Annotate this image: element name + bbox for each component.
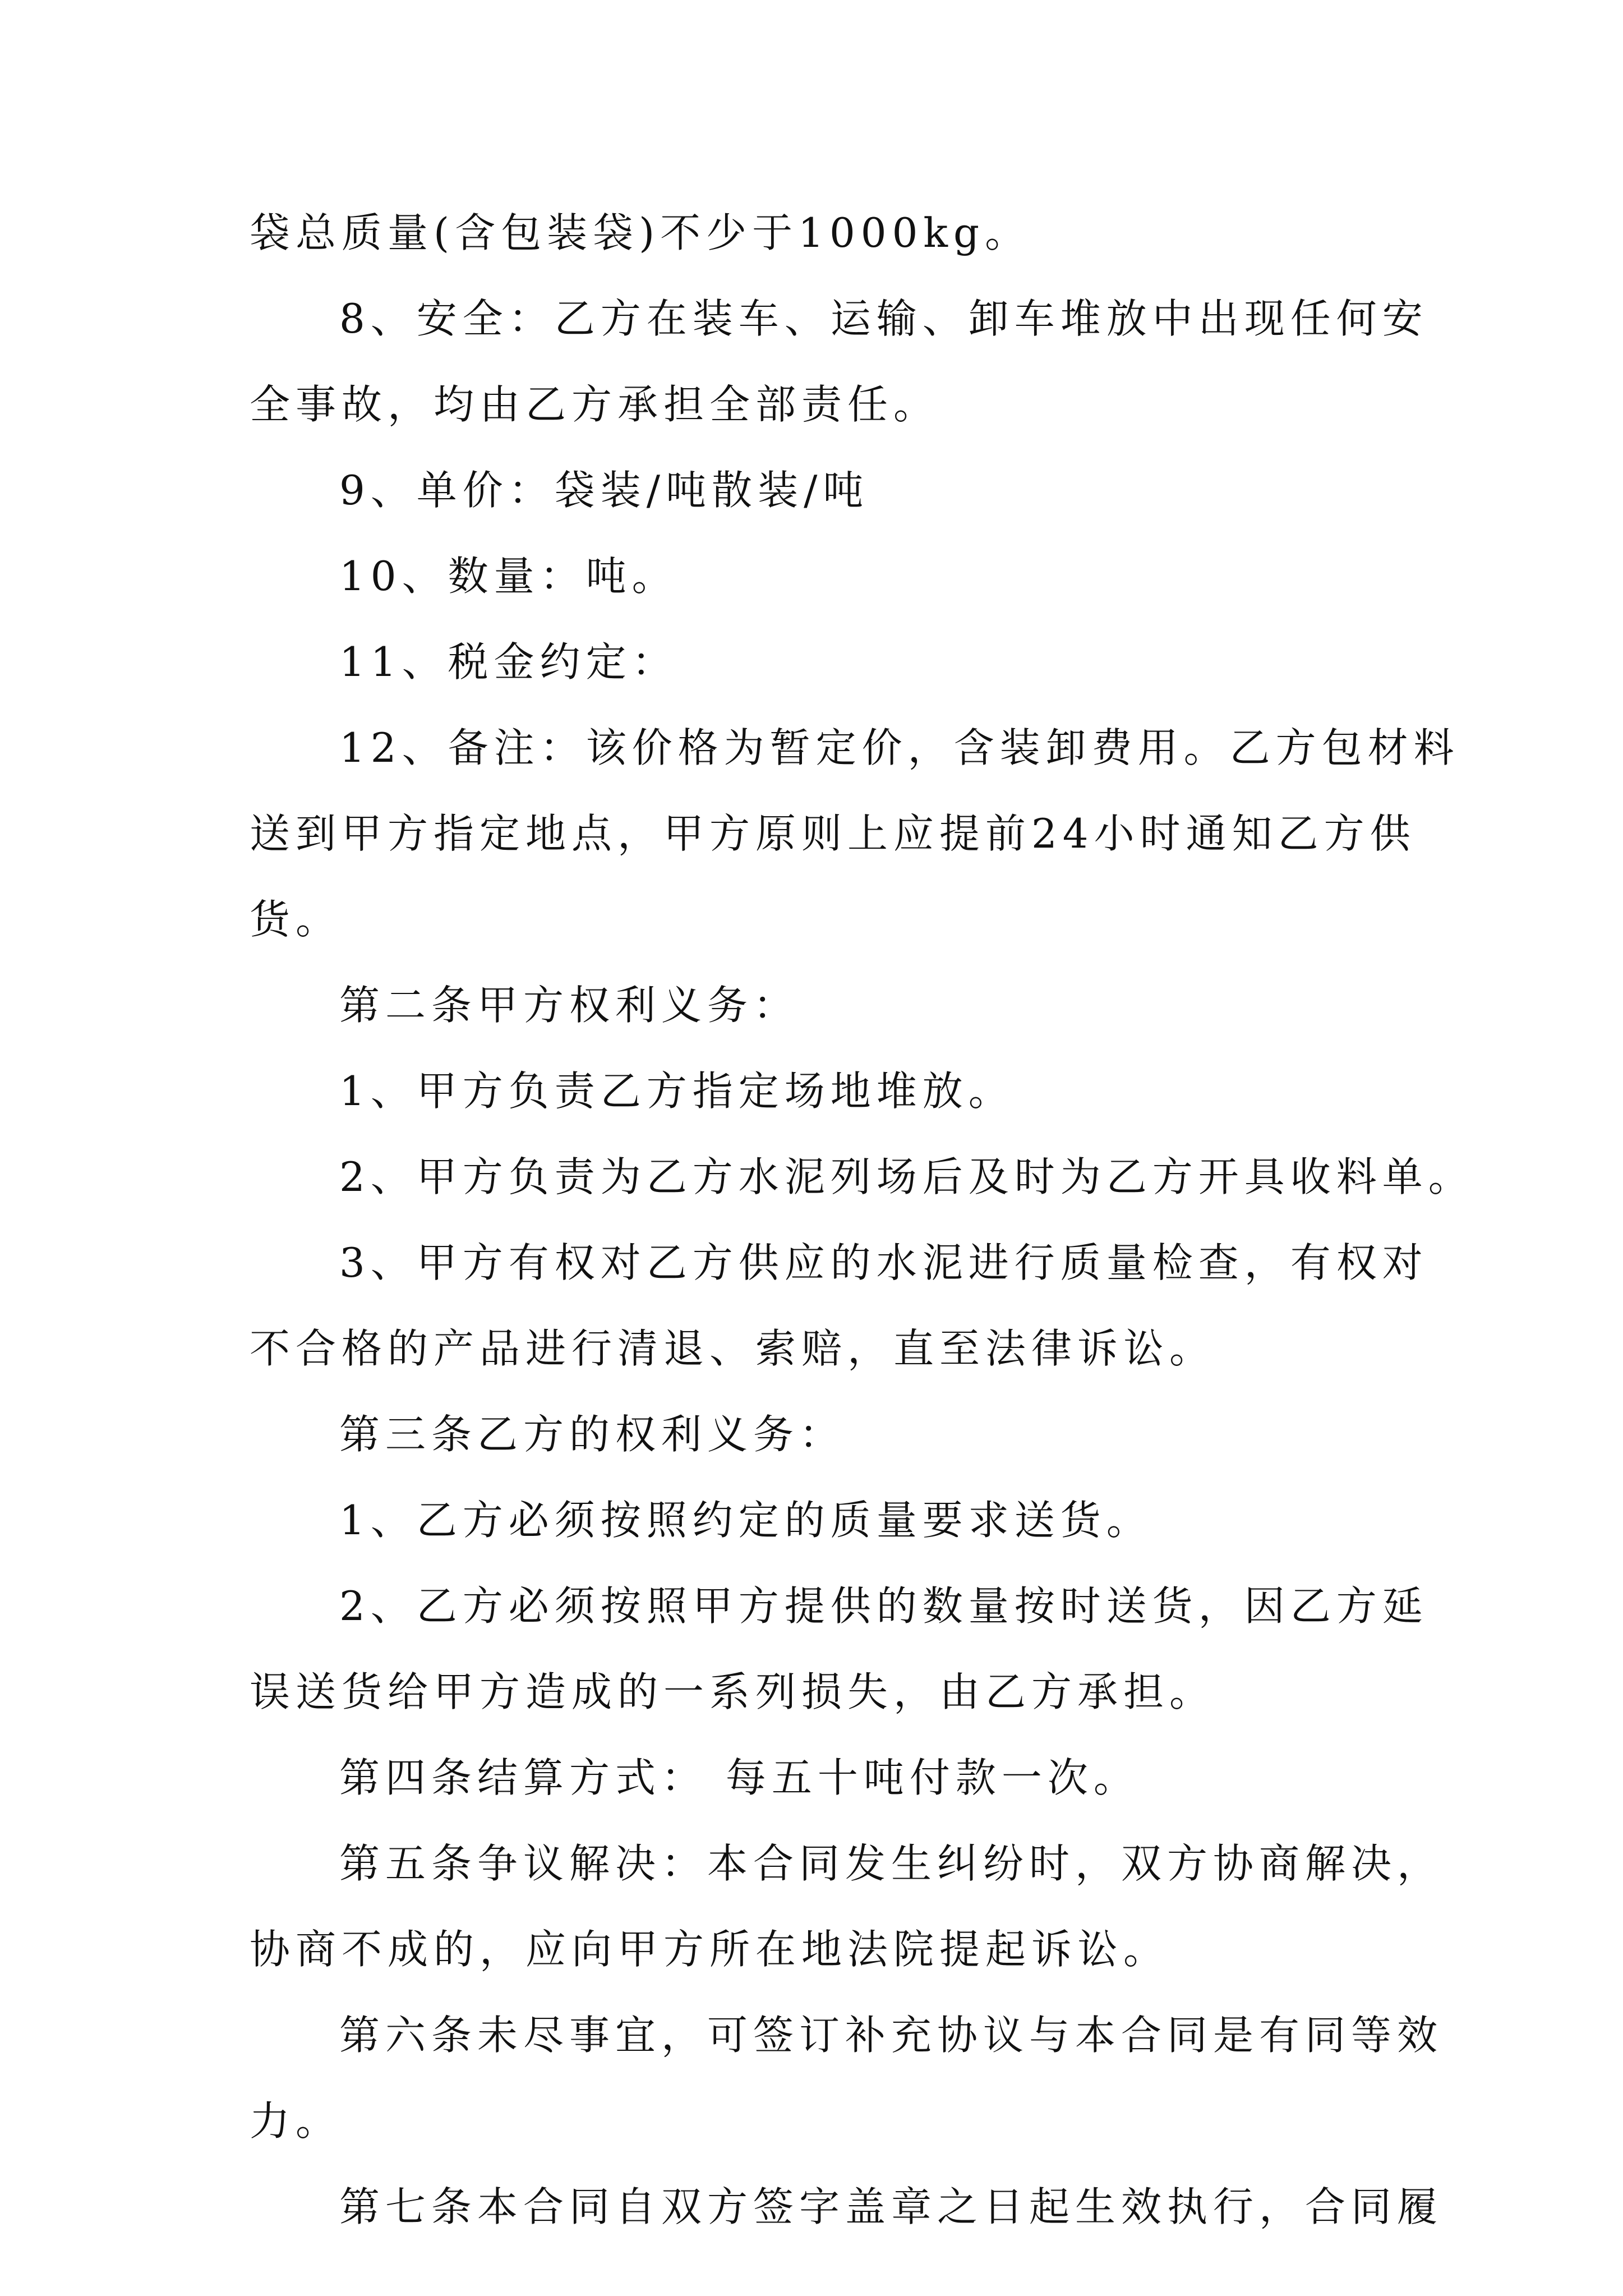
- text-line: 送到甲方指定地点，甲方原则上应提前24小时通知乙方供: [250, 810, 1416, 857]
- text-line: 全事故，均由乙方承担全部责任。: [250, 381, 940, 428]
- section-heading: 第六条未尽事宜，可签订补充协议与本合同是有同等效: [339, 2012, 1444, 2059]
- text-line: 误送货给甲方造成的一系列损失，由乙方承担。: [250, 1668, 1216, 1715]
- section-heading: 第三条乙方的权利义务：: [339, 1411, 846, 1458]
- text-line: 12、备注：该价格为暂定价，含装卸费用。乙方包材料: [339, 724, 1460, 771]
- section-heading: 第五条争议解决：本合同发生纠纷时，双方协商解决，: [339, 1840, 1444, 1887]
- text-line: 1、乙方必须按照约定的质量要求送货。: [339, 1497, 1152, 1544]
- text-line: 9、单价：袋装/吨散装/吨: [339, 467, 869, 514]
- text-line: 不合格的产品进行清退、索赔，直至法律诉讼。: [250, 1325, 1216, 1372]
- text-line: 袋总质量(含包装袋)不少于1000kg。: [250, 209, 1031, 256]
- text-line: 1、甲方负责乙方指定场地堆放。: [339, 1068, 1015, 1115]
- text-line: 3、甲方有权对乙方供应的水泥进行质量检查，有权对: [339, 1239, 1428, 1286]
- text-line: 货。: [250, 896, 342, 943]
- text-line: 11、税金约定：: [339, 638, 678, 685]
- text-line: 10、数量：吨。: [339, 553, 678, 600]
- section-heading: 第七条本合同自双方签字盖章之日起生效执行，合同履: [339, 2183, 1444, 2230]
- text-line: 8、安全：乙方在装车、运输、卸车堆放中出现任何安: [339, 295, 1428, 342]
- text-line: 协商不成的，应向甲方所在地法院提起诉讼。: [250, 1926, 1170, 1973]
- section-heading: 第四条结算方式： 每五十吨付款一次。: [339, 1754, 1140, 1801]
- text-line: 2、乙方必须按照甲方提供的数量按时送货，因乙方延: [339, 1582, 1428, 1630]
- section-heading: 第二条甲方权利义务：: [339, 982, 800, 1029]
- text-line: 2、甲方负责为乙方水泥列场后及时为乙方开具收料单。: [339, 1153, 1474, 1200]
- text-line: 力。: [250, 2097, 342, 2145]
